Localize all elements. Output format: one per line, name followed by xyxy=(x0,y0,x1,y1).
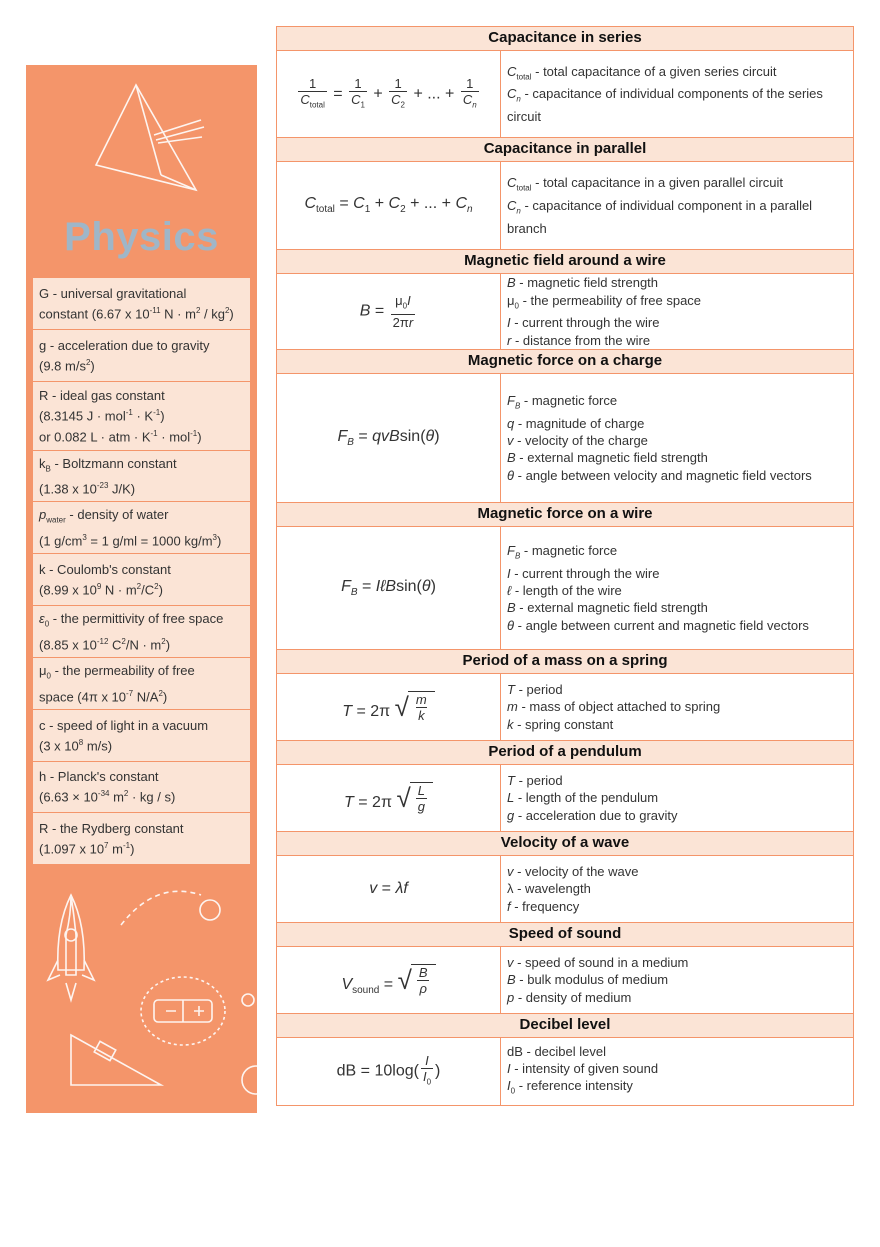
variable-definition: $\mu_0$ - the permeability of free space xyxy=(507,292,702,311)
formula-description xyxy=(501,274,853,349)
formula-equation: v = λf xyxy=(277,856,501,922)
inclined-plane-icon xyxy=(71,1035,161,1085)
formula-description xyxy=(501,1038,853,1105)
formula-equation: $C_{total} = C_1 + C_2$ + ... + $C_n$ xyxy=(277,162,501,249)
formula-row xyxy=(276,856,854,922)
section-heading: Magnetic field around a wire xyxy=(276,249,854,274)
variable-definition: g - acceleration due to gravity xyxy=(507,807,678,823)
section-heading: Period of a pendulum xyxy=(276,740,854,765)
formula-equation: $F_B$ = IℓBsin(θ) xyxy=(277,527,501,649)
formula-equation: B = $\frac{\mu_0I}{2\pi r}$ xyxy=(277,274,501,349)
constant-item xyxy=(33,762,250,813)
formula-row xyxy=(276,947,854,1013)
formula-description xyxy=(501,674,853,740)
constant-item xyxy=(33,278,250,330)
formula-row xyxy=(276,527,854,649)
variable-definition: q - magnitude of charge xyxy=(507,415,645,431)
formula-equation: T = 2π √ $\frac{L}{g}$ xyxy=(277,765,501,831)
formula-description xyxy=(501,374,853,502)
variable-definition: $F_B$ - magnetic force xyxy=(507,393,618,411)
variable-definition: ℓ - length of the wire xyxy=(507,583,622,599)
formula-equation: dB = 10log( $\frac{I}{I_0}$ ) xyxy=(277,1038,501,1105)
prism-icon xyxy=(96,85,204,190)
variable-definition: λ - wavelength xyxy=(507,881,591,897)
formula-equation: $V_{sound}$ = √ $\frac{B}{\rho}$ xyxy=(277,947,501,1013)
constant-item xyxy=(33,658,250,710)
section-heading: Capacitance in series xyxy=(276,26,854,51)
constant-text: $p_{water}$ - density of water (1 $g/cm^3 = 1$ g/ml = 1000 $kg/m^3$) xyxy=(39,507,222,548)
variable-definition: k - spring constant xyxy=(507,716,614,732)
variable-definition: B - magnetic field strength xyxy=(507,275,659,291)
constant-text: $\varepsilon_0$ - the permittivity of free space (8.85 x $10^{-12}$ $C^2/N \cdot m^2$) xyxy=(39,611,224,652)
constant-text: G - universal gravitational constant (6.67 x $10^{-11}$ $N \cdot m^2 / kg^2$) xyxy=(39,285,234,322)
variable-definition: v - velocity of the wave xyxy=(507,864,639,880)
variable-definition: I - current through the wire xyxy=(507,315,660,331)
variable-definition: B - external magnetic field strength xyxy=(507,450,708,466)
constant-item xyxy=(33,710,250,762)
formula-equation: $\frac{1}{C_{total}}$ = $\frac{1}{C_1}$ + $\frac{1}{C_2}$ + ... + $\frac{1}{C_n}$ xyxy=(277,51,501,137)
variable-definition: B - bulk modulus of medium xyxy=(507,972,669,988)
variable-definition: θ - angle between current and magnetic field vectors xyxy=(507,617,809,633)
section-heading: Decibel level xyxy=(276,1013,854,1038)
sidebar-title: Physics xyxy=(64,215,219,259)
rocket-icon xyxy=(48,895,94,1000)
constant-text: c - speed of light in a vacuum (3 x $10^8$ m/s) xyxy=(39,717,209,754)
formula-row xyxy=(276,374,854,502)
trajectory-arc-icon xyxy=(121,891,201,925)
variable-definition: $I_0$ - reference intensity xyxy=(507,1078,633,1096)
formula-description xyxy=(501,765,853,831)
variable-definition: p - density of medium xyxy=(507,989,632,1005)
variable-definition: $F_B$ - magnetic force xyxy=(507,543,618,561)
formula-description xyxy=(501,51,853,137)
constant-text: h - Planck's constant ($6.63 \times 10^{-34}$ $m^2$ · kg / s) xyxy=(39,769,176,805)
variable-definition: v - speed of sound in a medium xyxy=(507,955,689,971)
formula-description xyxy=(501,527,853,649)
variable-definition: $C_{total}$ - total capacitance in a given parallel circuit xyxy=(507,175,783,193)
battery-icon xyxy=(141,977,225,1045)
variable-definition: I - intensity of given sound xyxy=(507,1061,659,1077)
formula-row xyxy=(276,1038,854,1106)
constant-text: R - ideal gas constant (8.3145 $J \cdot mol^{-1} \cdot K^{-1}$) or 0.082 L · atm · $K^{-1} \cdot mol^{-1}$) xyxy=(39,388,202,444)
constant-item xyxy=(33,451,250,502)
variable-definition: B - external magnetic field strength xyxy=(507,600,708,616)
constants-list xyxy=(33,278,250,865)
formula-description xyxy=(501,856,853,922)
constant-item xyxy=(33,382,250,451)
formula-description xyxy=(501,947,853,1013)
constant-text: $k_B$ - Boltzmann constant (1.38 x $10^{-23}$ J/K) xyxy=(39,455,177,497)
section-heading: Speed of sound xyxy=(276,922,854,947)
section-heading: Magnetic force on a charge xyxy=(276,349,854,374)
variable-definition: L - length of the pendulum xyxy=(507,790,659,806)
constant-item xyxy=(33,330,250,382)
formula-table xyxy=(276,26,854,1106)
formula-equation: $F_B = qvBsin(\theta)$ xyxy=(277,374,501,502)
variable-definition: T - period xyxy=(507,773,563,789)
section-heading: Period of a mass on a spring xyxy=(276,649,854,674)
constant-item xyxy=(33,554,250,606)
constant-item xyxy=(33,502,250,554)
formula-equation: T = 2π √ $\frac{m}{k}$ xyxy=(277,674,501,740)
variable-definition: f - frequency xyxy=(507,898,580,914)
variable-definition: I - current through the wire xyxy=(507,565,660,581)
formula-row xyxy=(276,674,854,740)
variable-definition: v - velocity of the charge xyxy=(507,433,648,449)
section-heading: Magnetic force on a wire xyxy=(276,502,854,527)
variable-definition: $C_n$ - capacitance of individual components of the series circuit xyxy=(507,86,823,125)
section-heading: Capacitance in parallel xyxy=(276,137,854,162)
variable-definition: $C_{total}$ - total capacitance of a given series circuit xyxy=(507,63,777,82)
constant-text: k - Coulomb's constant (8.99 x $10^9$ $N \cdot m^2/C^2$) xyxy=(39,561,171,598)
variable-definition: $C_n$ - capacitance of individual component in a parallel branch xyxy=(507,197,813,236)
variable-definition: m - mass of object attached to spring xyxy=(507,699,721,715)
formula-row xyxy=(276,765,854,831)
variable-definition: dB - decibel level xyxy=(507,1043,606,1059)
variable-definition: r - distance from the wire xyxy=(507,332,651,348)
ball-icon xyxy=(200,900,220,920)
constant-text: g - acceleration due to gravity (9.8 $m/s^2$) xyxy=(39,337,210,374)
formula-description xyxy=(501,162,853,249)
constant-text: $\mu_0$ - the permeability of free space (4π x $10^{-7}$ $N/A^2$) xyxy=(39,663,195,704)
constant-item xyxy=(33,606,250,658)
section-heading: Velocity of a wave xyxy=(276,831,854,856)
formula-row xyxy=(276,162,854,249)
formula-row xyxy=(276,274,854,349)
formula-row xyxy=(276,51,854,137)
variable-definition: T - period xyxy=(507,682,563,698)
constant-text: R - the Rydberg constant (1.097 x $10^7$ $m^{-1}$) xyxy=(39,820,184,857)
constant-item xyxy=(33,813,250,865)
variable-definition: θ - angle between velocity and magnetic field vectors xyxy=(507,467,812,483)
